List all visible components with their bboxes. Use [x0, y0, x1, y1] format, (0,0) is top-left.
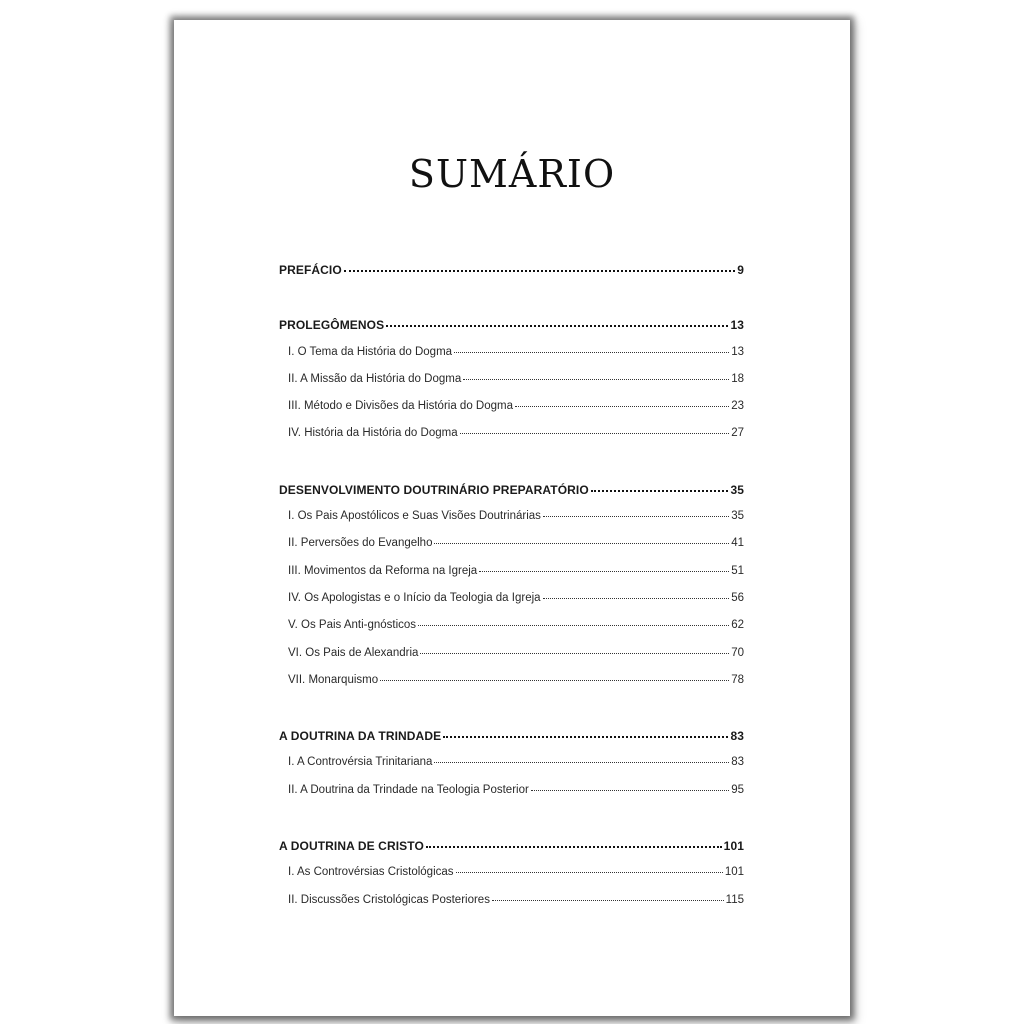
toc-heading-page: 35 [730, 482, 744, 497]
page-title: SUMÁRIO [408, 152, 616, 196]
toc-entry-row [279, 894, 744, 921]
dot-leader [479, 570, 729, 572]
toc-entry-page: 13 [731, 345, 744, 358]
toc-entry-row [279, 592, 744, 619]
toc-entry-page: 115 [725, 893, 744, 906]
book-page [174, 20, 850, 1016]
toc-entry-row [279, 565, 744, 592]
toc-entry-page: 70 [731, 646, 744, 659]
toc-entry-label: VI. Os Pais de Alexandria [288, 646, 419, 659]
toc-heading-page: 101 [723, 839, 744, 854]
toc-entry-row [279, 866, 744, 893]
toc-heading-row [279, 483, 744, 510]
toc-section [279, 263, 744, 290]
toc-entry-page: 23 [731, 400, 744, 413]
toc-entry-row [279, 784, 744, 811]
toc-entry-row [279, 674, 744, 701]
toc-entry-page: 78 [731, 673, 744, 686]
dot-leader [418, 624, 729, 626]
toc-section [279, 839, 744, 921]
dot-leader [426, 845, 722, 848]
toc-entry-page: 62 [731, 619, 744, 632]
section-spacer [279, 811, 744, 839]
toc-entry-label: III. Método e Divisões da História do Dogma [288, 400, 513, 413]
section-spacer [279, 455, 744, 483]
dot-leader [380, 679, 729, 681]
toc-heading-label: DESENVOLVIMENTO DOUTRINÁRIO PREPARATÓRIO [279, 482, 589, 497]
toc-entry-label: V. Os Pais Anti-gnósticos [288, 619, 417, 632]
dot-leader [454, 351, 729, 353]
toc-entry-page: 83 [731, 756, 744, 769]
toc-heading-label: PREFÁCIO [279, 263, 342, 277]
toc-entry-label: II. A Missão da História do Dogma [288, 372, 462, 385]
toc-entry-page: 101 [724, 866, 744, 879]
toc-heading-label: PROLEGÔMENOS [279, 318, 385, 333]
toc-entry-page: 41 [731, 537, 744, 550]
toc-entry-label: II. A Doutrina da Trindade na Teologia Posterior [288, 783, 529, 796]
toc-entry-label: I. A Controvérsia Trinitariana [288, 756, 433, 769]
toc-entry-page: 35 [731, 510, 744, 523]
dot-leader [463, 378, 729, 380]
toc-heading-row [279, 318, 744, 345]
toc-entry-label: II. Discussões Cristológicas Posteriores [288, 893, 490, 906]
toc-entry-row [279, 346, 744, 373]
toc-section [279, 483, 744, 701]
toc-entry-label: I. O Tema da História do Dogma [288, 345, 453, 358]
toc-heading-label: A DOUTRINA DE CRISTO [279, 839, 424, 854]
toc-entry-page: 56 [731, 591, 744, 604]
toc-section [279, 318, 744, 454]
dot-leader [591, 489, 729, 492]
dot-leader [420, 652, 729, 654]
toc-entry-row [279, 619, 744, 646]
toc-heading-row [279, 839, 744, 866]
section-spacer [279, 701, 744, 729]
dot-leader [434, 542, 729, 544]
dot-leader [515, 405, 729, 407]
dot-leader [543, 515, 729, 517]
toc-entry-label: I. As Controvérsias Cristológicas [288, 866, 454, 879]
toc-entry-page: 51 [731, 564, 744, 577]
toc-entry-row [279, 647, 744, 674]
toc-heading-page: 9 [737, 263, 744, 277]
toc-section [279, 729, 744, 811]
dot-leader [460, 432, 730, 434]
toc-heading-page: 83 [730, 729, 744, 744]
dot-leader [456, 871, 723, 873]
dot-leader [434, 761, 729, 763]
dot-leader [386, 324, 728, 327]
toc-entry-row [279, 427, 744, 454]
toc-entry-label: IV. Os Apologistas e o Início da Teologia da Igreja [288, 591, 541, 604]
toc-entry-page: 18 [731, 372, 744, 385]
dot-leader [443, 735, 728, 738]
section-spacer [279, 290, 744, 318]
toc-entry-label: I. Os Pais Apostólicos e Suas Visões Doutrinárias [288, 510, 541, 523]
toc-entry-label: II. Perversões do Evangelho [288, 537, 433, 550]
toc-entry-row [279, 537, 744, 564]
toc-entry-label: IV. História da História do Dogma [288, 427, 458, 440]
toc-entry-row [279, 400, 744, 427]
toc-heading-row [279, 263, 744, 290]
toc-entry-row [279, 373, 744, 400]
dot-leader [344, 269, 735, 272]
dot-leader [543, 597, 730, 599]
toc-heading-row [279, 729, 744, 756]
toc-entry-page: 27 [731, 427, 744, 440]
dot-leader [492, 899, 724, 901]
table-of-contents [279, 263, 744, 921]
toc-heading-page: 13 [730, 318, 744, 333]
toc-entry-label: VII. Monarquismo [288, 673, 379, 686]
toc-heading-label: A DOUTRINA DA TRINDADE [279, 729, 442, 744]
toc-entry-row [279, 756, 744, 783]
toc-entry-page: 95 [731, 783, 744, 796]
toc-entry-row [279, 510, 744, 537]
dot-leader [531, 789, 729, 791]
toc-entry-label: III. Movimentos da Reforma na Igreja [288, 564, 478, 577]
